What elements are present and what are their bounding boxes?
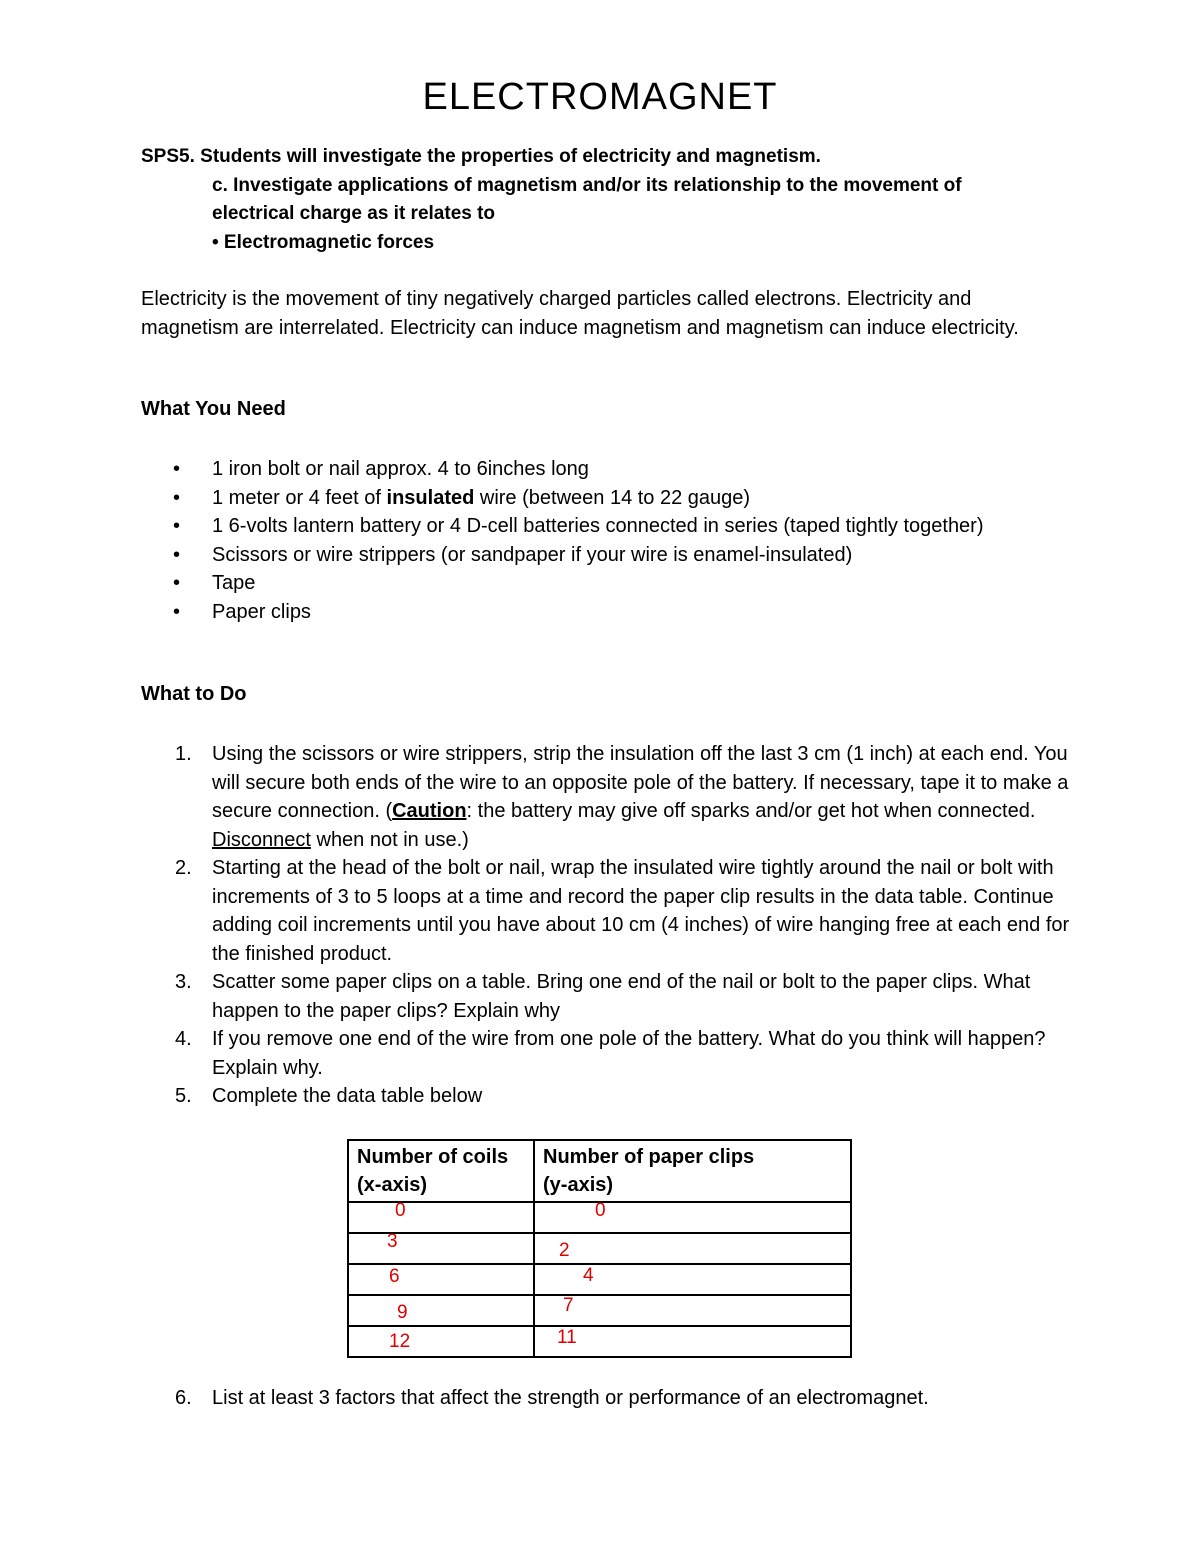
step-item [141, 740, 1071, 854]
clips-cell[interactable] [534, 1326, 851, 1357]
list-item-text: 1 6-volts lantern battery or 4 D-cell batteries connected in series (taped tightly together) [212, 515, 984, 537]
data-table [347, 1139, 852, 1358]
step-text: Using the scissors or wire strippers, strip the insulation off the last 3 cm (1 inch) at each end. You will secure both ends of the wire to an opposite pole of the battery. If necessary, tape it to make a secure connection. ( [212, 743, 1069, 822]
table-header-row [348, 1140, 851, 1202]
table-row [348, 1233, 851, 1264]
list-item [141, 541, 1071, 570]
table-row [348, 1264, 851, 1295]
step-item [141, 854, 1071, 968]
list-item-text: wire (between 14 to 22 gauge) [474, 486, 751, 509]
step-item [141, 1082, 1071, 1111]
bullet-icon: • [173, 572, 181, 594]
handwritten-value: 12 [389, 1331, 411, 1352]
list-item [141, 484, 1071, 513]
list-item [141, 512, 1071, 541]
list-item-text: Tape [212, 572, 256, 594]
bullet-icon: • [173, 486, 181, 509]
standard-line-3: electrical charge as it relates to [212, 203, 496, 224]
bullet-icon: • [173, 600, 181, 623]
list-item-text: 1 iron bolt or nail approx. 4 to 6inches long [212, 458, 589, 480]
question-6 [141, 1384, 1121, 1413]
step-text: when not in use.) [310, 828, 469, 851]
list-item-text: Scissors or wire strippers (or sandpaper if your wire is enamel-insulated) [212, 543, 853, 566]
list-item-bold: insulated [386, 486, 475, 509]
list-item-text: 1 meter or 4 feet of [212, 486, 387, 509]
clips-cell[interactable] [534, 1264, 851, 1295]
what-to-do-heading: What to Do [141, 683, 247, 705]
handwritten-value: 3 [387, 1231, 398, 1252]
what-you-need-heading: What You Need [141, 398, 286, 420]
step-number: 3. [175, 971, 192, 993]
handwritten-value: 11 [557, 1327, 577, 1348]
clips-cell[interactable] [534, 1233, 851, 1264]
table-row [348, 1295, 851, 1326]
step-item [141, 968, 1071, 1025]
list-item [141, 455, 1071, 484]
handwritten-value: 7 [563, 1295, 574, 1316]
question-text: List at least 3 factors that affect the strength or performance of an electromagnet. [212, 1387, 929, 1409]
table-row [348, 1202, 851, 1233]
column-header-coils [348, 1140, 534, 1202]
header-line: Number of coils [357, 1146, 509, 1168]
coils-cell[interactable] [348, 1326, 534, 1357]
step-text: Starting at the head of the bolt or nail, wrap the insulated wire tightly around the nail or bolt with increments of 3 to 5 loops at a time and record the paper clip results in the data table. Continue adding coil increments until you have about 10 cm (4 inches) of wire hanging free at each end for the finished product. [212, 857, 1070, 965]
bullet-icon: • [173, 515, 181, 537]
header-line: Number of paper clips [543, 1146, 755, 1168]
header-line: (y-axis) [543, 1174, 614, 1196]
coils-cell[interactable] [348, 1295, 534, 1326]
step-number: 2. [175, 857, 192, 879]
coils-cell[interactable] [348, 1264, 534, 1295]
table-row [348, 1326, 851, 1357]
handwritten-value: 2 [559, 1240, 570, 1261]
page-title: ELECTROMAGNET [422, 76, 778, 118]
intro-paragraph: Electricity is the movement of tiny negatively charged particles called electrons. Electricity and magnetism are interrelated. Electricity can induce magnetism and magnetism can induce electricity. [141, 288, 1019, 339]
bullet-icon: • [173, 458, 181, 480]
disconnect-label: Disconnect [212, 828, 311, 851]
handwritten-value: 9 [397, 1302, 408, 1323]
caution-label: Caution [392, 800, 467, 822]
step-number: 4. [175, 1028, 192, 1050]
step-text: If you remove one end of the wire from one pole of the battery. What do you think will happen? Explain why. [212, 1028, 1046, 1079]
step-number: 6. [175, 1387, 192, 1409]
steps-list [141, 740, 1071, 1111]
handwritten-value: 4 [583, 1265, 594, 1286]
step-text: Scatter some paper clips on a table. Bring one end of the nail or bolt to the paper clips. What happen to the paper clips? Explain why [212, 971, 1031, 1022]
list-item [141, 598, 1071, 627]
materials-list [141, 455, 1071, 626]
step-number: 5. [175, 1085, 192, 1107]
handwritten-value: 6 [389, 1266, 400, 1287]
standard-line-1: SPS5. Students will investigate the properties of electricity and magnetism. [141, 146, 821, 167]
standard-line-4: • Electromagnetic forces [212, 231, 435, 253]
step-text: Complete the data table below [212, 1085, 483, 1107]
list-item [141, 569, 1071, 598]
column-header-clips [534, 1140, 851, 1202]
standard-line-2: c. Investigate applications of magnetism and/or its relationship to the movement of [212, 174, 962, 196]
step-text: : the battery may give off sparks and/or get hot when connected. [466, 800, 1036, 822]
standard-block [141, 143, 1121, 257]
clips-cell[interactable] [534, 1295, 851, 1326]
coils-cell[interactable] [348, 1233, 534, 1264]
list-item-text: Paper clips [212, 600, 311, 623]
step-number: 1. [175, 743, 192, 765]
handwritten-value: 0 [595, 1200, 606, 1221]
coils-cell[interactable] [348, 1202, 534, 1233]
clips-cell[interactable] [534, 1202, 851, 1233]
bullet-icon: • [173, 543, 181, 566]
header-line: (x-axis) [357, 1174, 428, 1196]
step-item [141, 1025, 1071, 1082]
handwritten-value: 0 [395, 1200, 406, 1221]
